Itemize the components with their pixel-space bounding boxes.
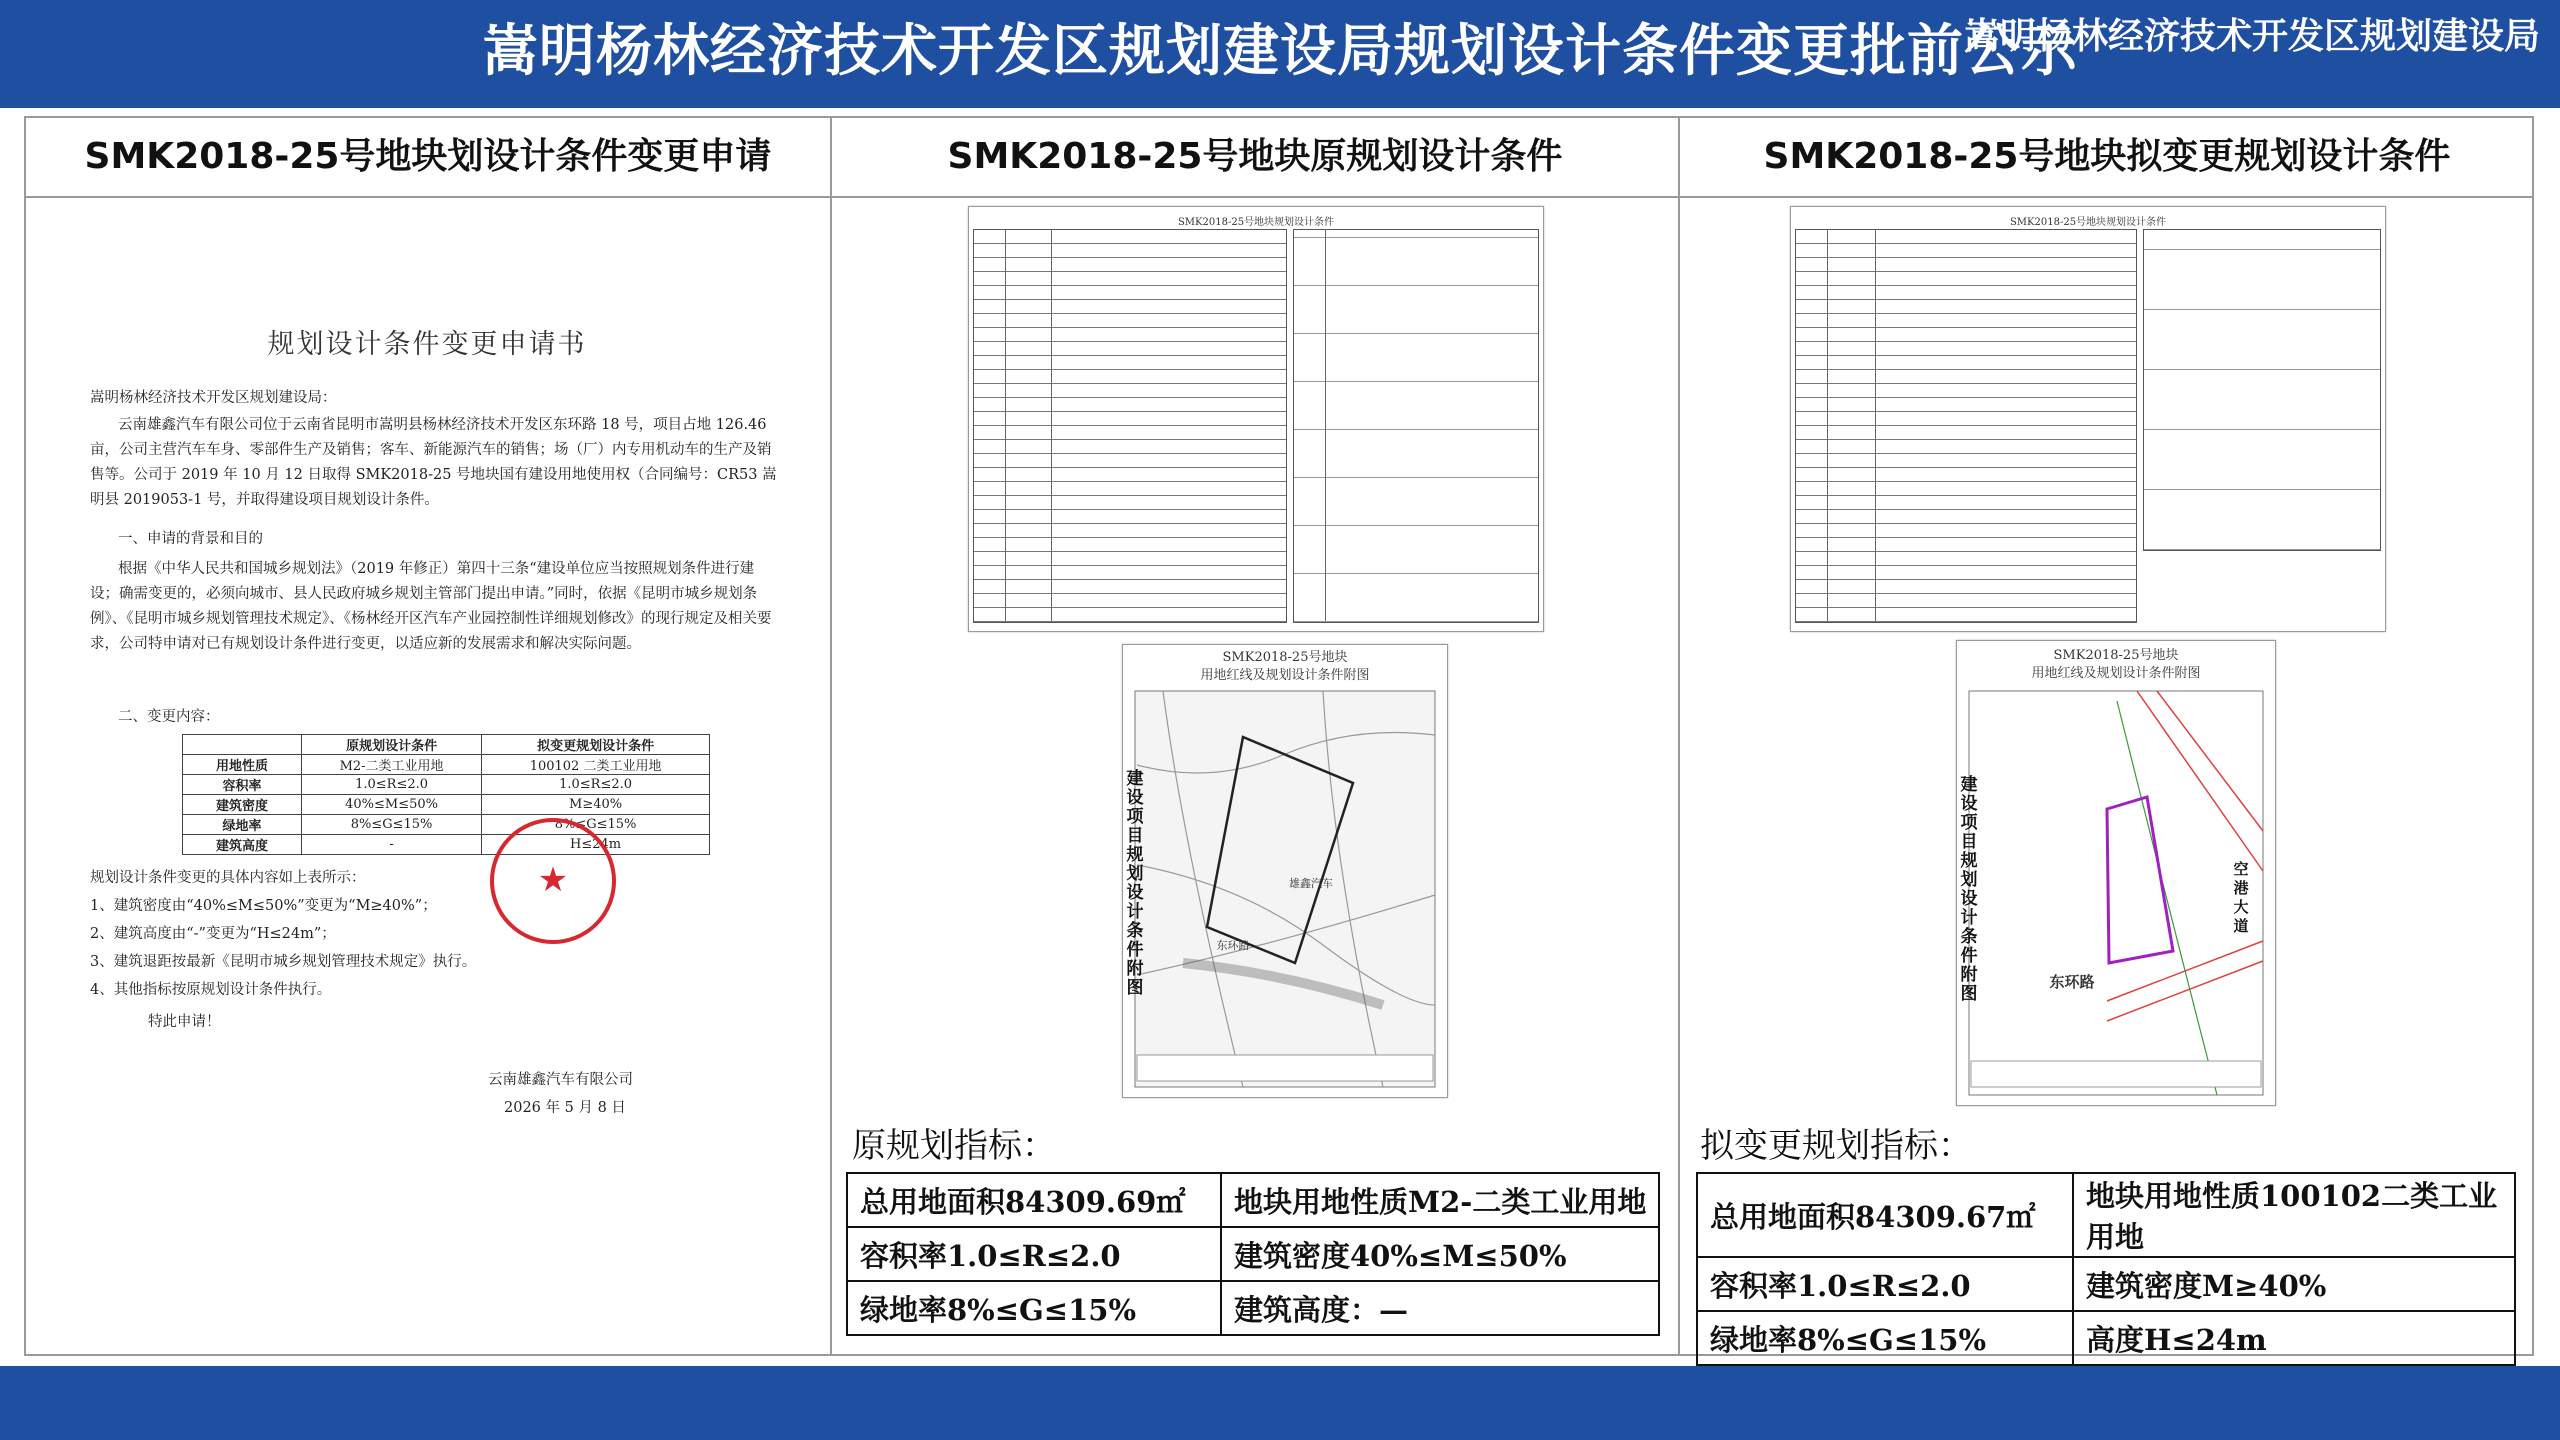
map-subtitle: 用地红线及规划设计条件附图 (1200, 668, 1370, 683)
original-plot-map (1122, 644, 1448, 1098)
map-road-label-vertical: 空港大道 (2233, 860, 2249, 935)
letter-section-1: 一、申请的背景和目的 (118, 531, 263, 547)
table-cell: 绿地率8%≤G≤15% (847, 1281, 1221, 1335)
table-row (847, 1227, 1659, 1281)
map-road-label: 东环路 (1216, 939, 1250, 952)
table-cell: 建筑密度M≥40% (2073, 1257, 2515, 1311)
table-cell: 总用地面积84309.69㎡ (847, 1173, 1221, 1227)
map-subtitle: 用地红线及规划设计条件附图 (2031, 666, 2201, 681)
table-cell: 8%≤G≤15% (482, 815, 710, 835)
letter-section-2: 二、变更内容： (118, 709, 220, 725)
document-column-line (1051, 229, 1052, 621)
document-table-left (1795, 229, 2137, 623)
column-title-right: SMK2018-25号地块拟变更规划设计条件 (1680, 116, 2534, 198)
table-row (183, 795, 710, 815)
letter-date: 2026 年 5 月 8 日 (504, 1100, 626, 1116)
letter-item-3: 3、建筑退距按最新《昆明市城乡规划管理技术规定》执行。 (90, 954, 477, 970)
table-row (1697, 1311, 2515, 1365)
document-column-line (1005, 229, 1006, 621)
document-column-line (1325, 229, 1326, 621)
proposed-conditions-document (1790, 206, 2386, 632)
document-column-line (1827, 229, 1828, 621)
document-table-right (2143, 229, 2381, 551)
table-cell: 1.0≤R≤2.0 (482, 775, 710, 795)
table-cell: 容积率1.0≤R≤2.0 (847, 1227, 1221, 1281)
document-table-right (1293, 229, 1539, 623)
proposed-indicators-table (1696, 1172, 2516, 1366)
table-cell: - (302, 835, 482, 855)
table-row (183, 755, 710, 775)
page-title: 嵩明杨林经济技术开发区规划建设局规划设计条件变更批前公示 (482, 19, 2078, 84)
table-row (183, 815, 710, 835)
letter-closing: 特此申请！ (148, 1014, 221, 1030)
table-cell: 100102 二类工业用地 (482, 755, 710, 775)
column-title-left: SMK2018-25号地块划设计条件变更申请 (24, 116, 832, 198)
original-indicators-table (846, 1172, 1660, 1336)
map-road-label: 东环路 (2049, 973, 2095, 991)
table-cell: 绿地率8%≤G≤15% (1697, 1311, 2073, 1365)
footer-bar (0, 1366, 2560, 1440)
table-row (183, 775, 710, 795)
change-table (182, 734, 710, 855)
letter-title: 规划设计条件变更申请书 (267, 329, 587, 360)
document-column-line (1875, 229, 1876, 621)
letter-section-3: 规划设计条件变更的具体内容如上表所示： (90, 870, 366, 886)
table-cell: 建筑高度：— (1221, 1281, 1659, 1335)
document-title: SMK2018-25号地块规划设计条件 (1177, 217, 1335, 228)
letter-paragraph-2: 根据《中华人民共和国城乡规划法》（2019 年修正）第四十三条“建设单位应当按照规划条件进行建设；确需变更的，必须向城市、县人民政府城乡规划主管部门提出申请。”同时，依据《昆明市城乡规划条例》、《昆明市城乡规划管理技术规定》、《杨林经开区汽车产业园控制性详细规划修改》的现行规定及相关要求，公司特申请对已有规划设计条件进行变更，以适应新的发展需求和解决实际问题。 (90, 561, 772, 652)
table-row (847, 1173, 1659, 1227)
original-map-drawing (1123, 645, 1447, 1097)
map-title: SMK2018-25号地块 (2053, 648, 2179, 663)
map-side-label: 建设项目规划设计条件附图 (1126, 769, 1144, 998)
table-cell: 地块用地性质100102二类工业用地 (2073, 1173, 2515, 1257)
table-cell: 用地性质 (183, 755, 302, 775)
table-cell: 1.0≤R≤2.0 (302, 775, 482, 795)
table-cell: H≤24m (482, 835, 710, 855)
table-cell: 地块用地性质M2-二类工业用地 (1221, 1173, 1659, 1227)
table-cell: 40%≤M≤50% (302, 795, 482, 815)
proposed-indicators-title: 拟变更规划指标： (1700, 1126, 1972, 1166)
letter-addressee: 嵩明杨林经济技术开发区规划建设局： (90, 390, 337, 406)
table-cell: M≥40% (482, 795, 710, 815)
table-cell: M2-二类工业用地 (302, 755, 482, 775)
table-row (847, 1281, 1659, 1335)
change-table-header (183, 735, 302, 755)
table-cell: 容积率1.0≤R≤2.0 (1697, 1257, 2073, 1311)
seal-star-icon: ★ (537, 860, 569, 900)
table-cell: 容积率 (183, 775, 302, 795)
map-title: SMK2018-25号地块 (1222, 650, 1348, 665)
letter-company: 云南雄鑫汽车有限公司 (488, 1072, 633, 1088)
original-conditions-document (968, 206, 1544, 632)
column-title-middle: SMK2018-25号地块原规划设计条件 (830, 116, 1680, 198)
map-side-label: 建设项目规划设计条件附图 (1960, 775, 1978, 1004)
table-cell: 建筑密度 (183, 795, 302, 815)
letter-paragraph-1: 云南雄鑫汽车有限公司位于云南省昆明市嵩明县杨林经济技术开发区东环路 18 号，项目占地 126.46 亩，公司主营汽车车身、零部件生产及销售；客车、新能源汽车的销售；场（厂）内专用机动车的生产及销售等。公司于 2019 年 10 月 12 日取得 SMK2018-25 号地块国有建设用地使用权（合同编号：CR53 嵩明县 2019053-1 号，并取得建设项目规划设计条件。 (90, 417, 777, 508)
map-company-label: 雄鑫汽车 (1289, 877, 1333, 890)
letter-item-1: 1、建筑密度由“40%≤M≤50%”变更为“M≥40%”； (90, 898, 437, 914)
original-indicators-title: 原规划指标： (852, 1126, 1056, 1166)
application-letter (26, 200, 828, 1354)
letter-item-4: 4、其他指标按原规划设计条件执行。 (90, 982, 332, 998)
footer-org: 嵩明杨林经济技术开发区规划建设局 (1963, 16, 2540, 57)
table-cell: 高度H≤24m (2073, 1311, 2515, 1365)
table-cell: 总用地面积84309.67㎡ (1697, 1173, 2073, 1257)
table-cell: 绿地率 (183, 815, 302, 835)
letter-item-2: 2、建筑高度由“-”变更为“H≤24m”； (90, 926, 336, 942)
table-cell: 8%≤G≤15% (302, 815, 482, 835)
change-table-header: 原规划设计条件 (302, 735, 482, 755)
table-cell: 建筑高度 (183, 835, 302, 855)
document-title: SMK2018-25号地块规划设计条件 (2009, 217, 2167, 228)
change-table-header: 拟变更规划设计条件 (482, 735, 710, 755)
table-row (183, 835, 710, 855)
table-row (1697, 1173, 2515, 1257)
table-row (1697, 1257, 2515, 1311)
table-cell: 建筑密度40%≤M≤50% (1221, 1227, 1659, 1281)
document-table-left (973, 229, 1287, 623)
